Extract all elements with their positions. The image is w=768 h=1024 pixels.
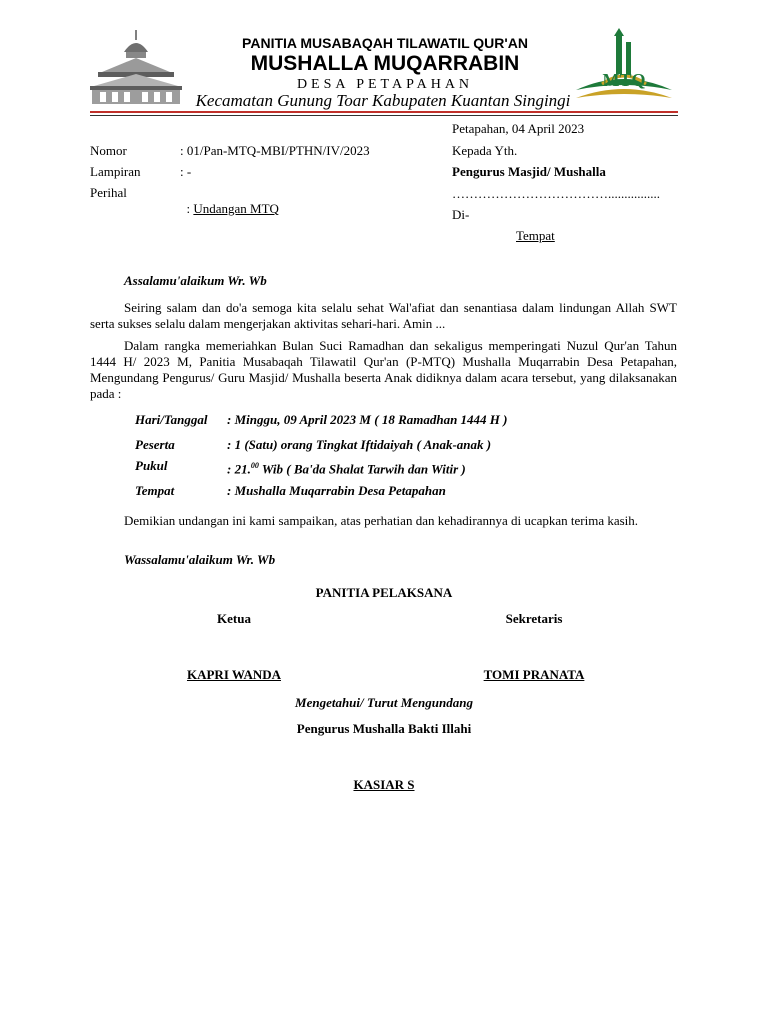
paragraph-3: Demikian undangan ini kami sampaikan, atas perhatian dan kehadirannya di ucapkan terima kasih. (124, 513, 639, 528)
paragraph-2: Dalam rangka memeriahkan Bulan Suci Ramadhan dan sekaligus memperingati Nuzul Qur'an Tahun 1444 H/ 2023 M, Panitia Musabaqah Tilawatil Qur'an (P-MTQ) Mushalla Muqarrabin Desa Petapahan, Mengundang Pengurus/ Guru Masjid/ Mushalla beserta Anak didiknya dalam acara tersebut, yang dilaksanakan pada : (90, 338, 677, 401)
paragraph-1: Seiring salam dan do'a semoga kita selalu sehat Wal'afiat dan senantiasa dalam lindungan Allah SWT serta sukses selalu dalam mengerjakan aktivitas sehari-hari. Amin ... (90, 300, 677, 331)
letterhead-line2: MUSHALLA MUQARRABIN (250, 52, 520, 75)
detail-value: : Mushalla Muqarrabin Desa Petapahan (227, 483, 446, 498)
sekretaris-name: TOMI PRANATA (483, 667, 585, 682)
detail-value: : 1 (Satu) orang Tingkat Iftidaiyah ( Anak-anak ) (227, 437, 492, 452)
sekretaris-title: Sekretaris (505, 611, 563, 626)
letterhead-rule-black (90, 115, 678, 116)
recipient-dots: ………………………………................ (452, 186, 660, 201)
mtq-logo-text: MTQ (602, 70, 646, 90)
pukul-minute: 00 (250, 461, 259, 470)
detail-label: Tempat (135, 483, 175, 498)
detail-label: Peserta (135, 437, 175, 452)
perihal-colon: : (186, 201, 194, 216)
ketua-name: KAPRI WANDA (186, 667, 281, 682)
pukul-rest: Wib ( Ba'da Shalat Tarwih dan Witir ) (258, 461, 466, 477)
mengetahui: Mengetahui/ Turut Mengundang (295, 695, 473, 710)
lampiran-label: Lampiran (90, 164, 141, 179)
letterhead (0, 0, 768, 125)
nomor-label: Nomor (90, 143, 127, 158)
place-date: Petapahan, 04 April 2023 (452, 121, 585, 136)
letterhead-line1: PANITIA MUSABAQAH TILAWATIL QUR'AN (242, 35, 528, 51)
pengurus-title: Pengurus Mushalla Bakti Illahi (296, 721, 472, 736)
detail-label: Hari/Tanggal (135, 412, 208, 427)
closing: Wassalamu'alaikum Wr. Wb (124, 552, 276, 567)
letterhead-rule-red (90, 111, 678, 113)
perihal-label: Perihal (90, 185, 127, 200)
nomor-value: : 01/Pan-MTQ-MBI/PTHN/IV/2023 (180, 143, 370, 158)
greeting: Assalamu'alaikum Wr. Wb (124, 273, 267, 288)
letterhead-line4: Kecamatan Gunung Toar Kabupaten Kuantan Singingi (195, 91, 571, 110)
recipient-tempat: Tempat (516, 228, 555, 243)
detail-value (227, 458, 466, 477)
detail-value: : Minggu, 09 April 2023 M ( 18 Ramadhan 1444 H ) (227, 412, 508, 427)
recipient-kepada: Kepada Yth. (452, 143, 518, 158)
recipient-name: Pengurus Masjid/ Mushalla (452, 164, 606, 179)
pengurus-name: KASIAR S (353, 777, 415, 792)
detail-label: Pukul (135, 458, 168, 473)
ketua-title: Ketua (217, 611, 251, 626)
committee-title: PANITIA PELAKSANA (315, 585, 453, 600)
recipient-di: Di- (452, 207, 470, 222)
perihal-value: Undangan MTQ (193, 201, 279, 216)
pukul-hour: : 21. (227, 461, 251, 477)
letterhead-line3: DESA PETAPAHAN (296, 77, 474, 92)
perihal-row (180, 185, 279, 217)
lampiran-value: : - (180, 164, 192, 179)
